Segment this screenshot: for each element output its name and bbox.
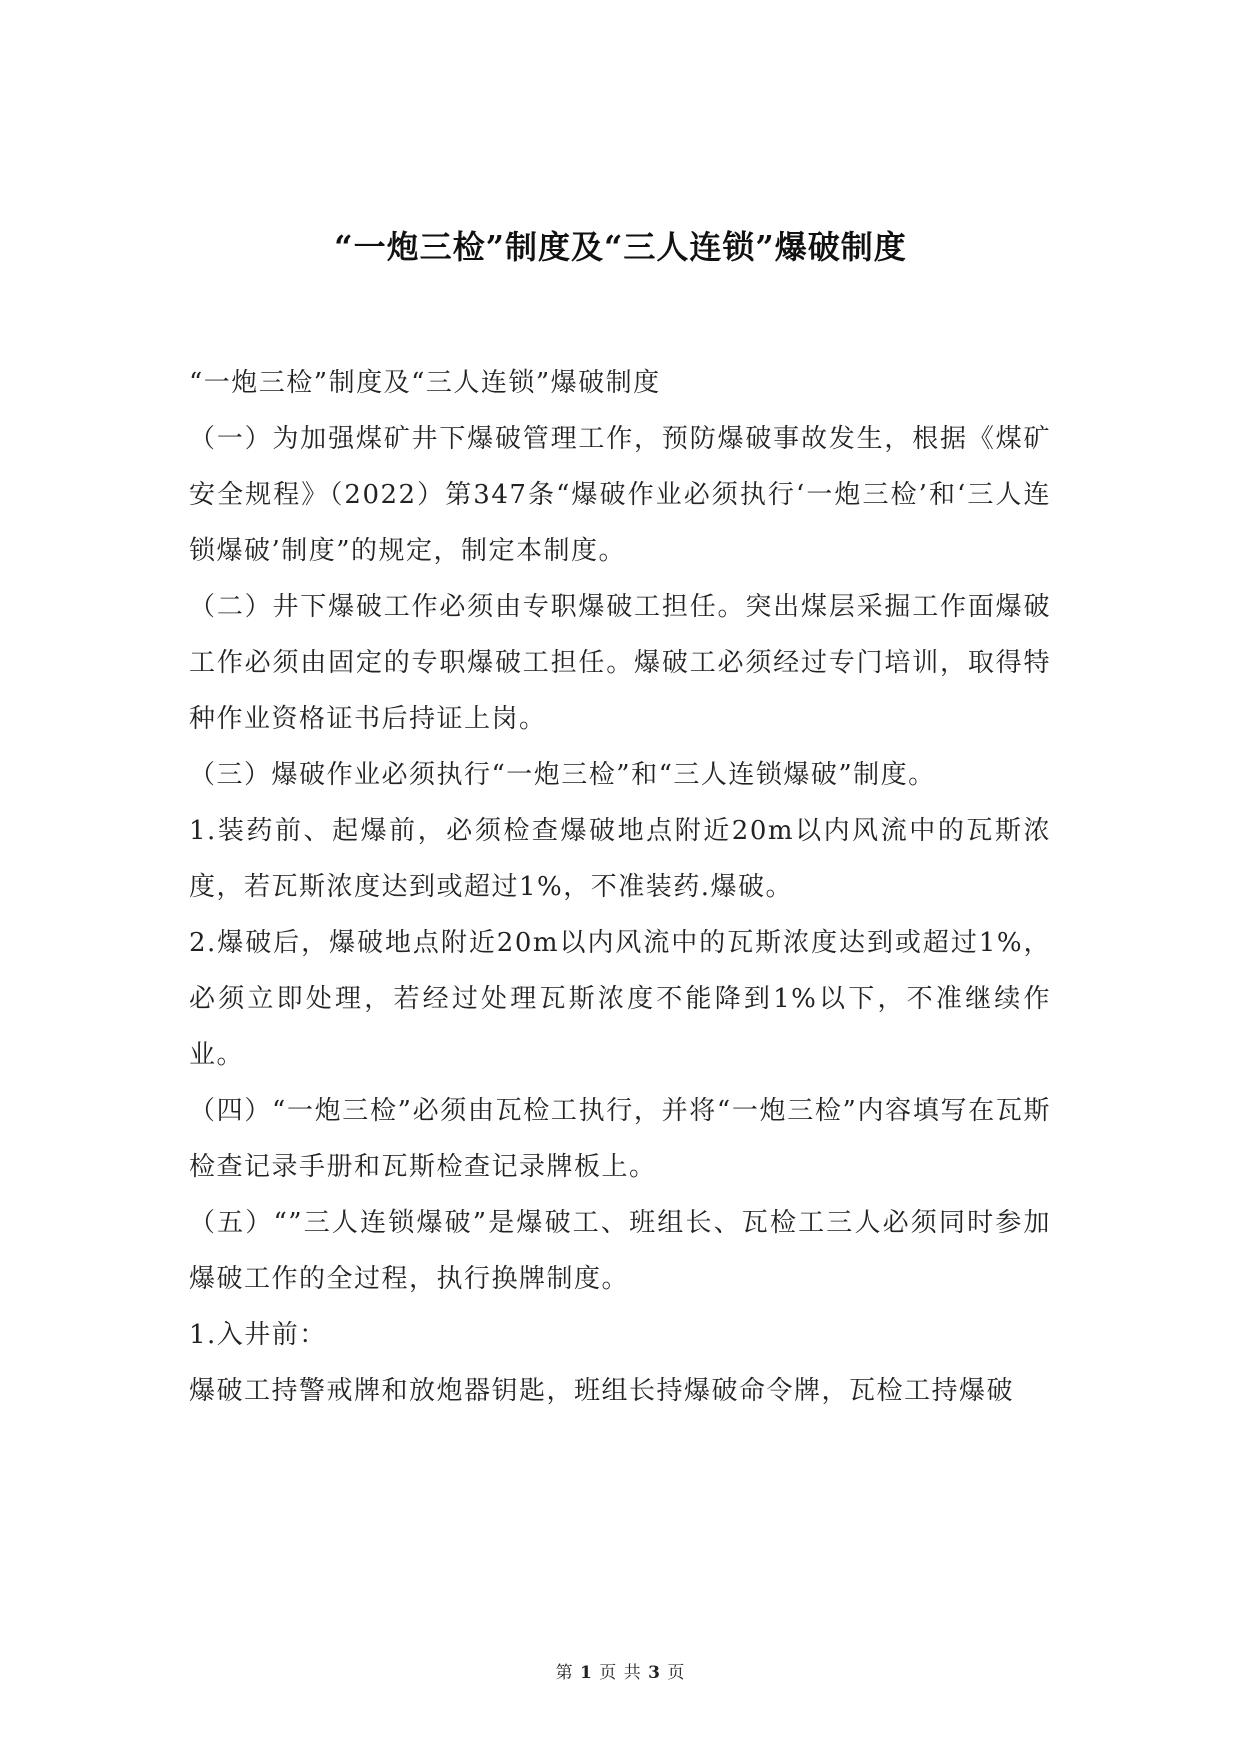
paragraph-5-item-1: 1.入井前：: [189, 1320, 327, 1350]
paragraph-5: （五）“”三人连锁爆破”是爆破工、班组长、瓦检工三人必须同时参加爆破工作的全过程，执行换牌制度。: [189, 1208, 1051, 1294]
paragraph-subtitle: “一炮三检”制度及“三人连锁”爆破制度: [189, 368, 661, 398]
paragraph-3: （三）爆破作业必须执行“一炮三检”和“三人连锁爆破”制度。: [189, 760, 936, 790]
footer-total-pages: 3: [648, 1663, 661, 1683]
footer-prefix: 第: [555, 1663, 574, 1683]
paragraph-3-item-1: 1.装药前、起爆前，必须检查爆破地点附近20m以内风流中的瓦斯浓度，若瓦斯浓度达到或超过1%，不准装药.爆破。: [189, 816, 1051, 902]
paragraph-1: （一）为加强煤矿井下爆破管理工作，预防爆破事故发生，根据《煤矿安全规程》（2022）第347条“爆破作业必须执行‘一炮三检’和‘三人连锁爆破’制度”的规定，制定本制度。: [189, 424, 1051, 566]
footer-current-page: 1: [580, 1663, 593, 1683]
paragraph-2: （二）井下爆破工作必须由专职爆破工担任。突出煤层采掘工作面爆破工作必须由固定的专职爆破工担任。爆破工必须经过专门培训，取得特种作业资格证书后持证上岗。: [189, 592, 1051, 734]
document-body: [189, 355, 1051, 1419]
paragraph-4: （四）“一炮三检”必须由瓦检工执行，并将“一炮三检”内容填写在瓦斯检查记录手册和瓦斯检查记录牌板上。: [189, 1096, 1051, 1182]
document-title: “一炮三检”制度及“三人连锁”爆破制度: [334, 228, 907, 266]
paragraph-3-item-2: 2.爆破后，爆破地点附近20m以内风流中的瓦斯浓度达到或超过1%，必须立即处理，若经过处理瓦斯浓度不能降到1%以下，不准继续作业。: [189, 928, 1051, 1070]
page-footer: [0, 1658, 1241, 1683]
footer-suffix: 页: [667, 1663, 686, 1683]
paragraph-5-item-1-text: 爆破工持警戒牌和放炮器钥匙，班组长持爆破命令牌，瓦检工持爆破: [189, 1376, 1015, 1406]
footer-middle: 页 共: [599, 1663, 642, 1683]
